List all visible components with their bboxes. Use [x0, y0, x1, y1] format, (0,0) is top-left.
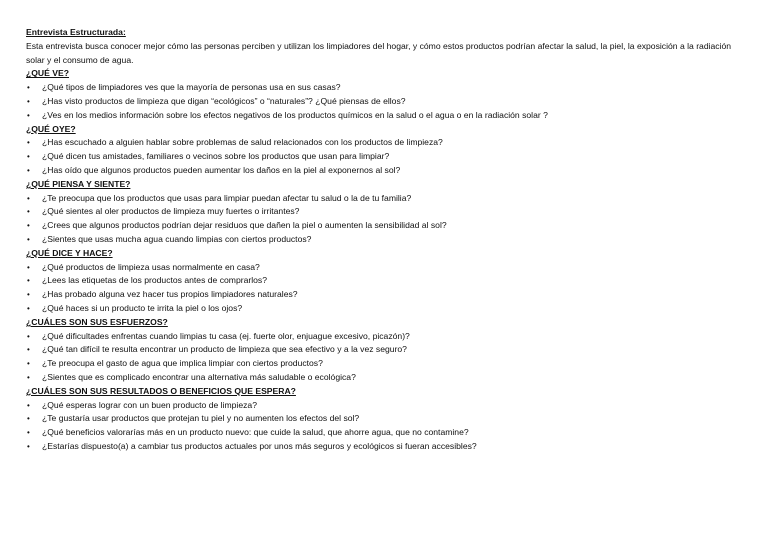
question-list	[26, 136, 742, 177]
question-text: ¿Qué tipos de limpiadores ves que la mayoría de personas usa en sus casas?	[42, 82, 341, 93]
question-item	[26, 440, 742, 454]
question-item	[26, 399, 742, 413]
question-item	[26, 109, 742, 123]
question-text: ¿Estarías dispuesto(a) a cambiar tus productos actuales por unos más seguros y ecológicos si fueran accesibles?	[42, 440, 477, 451]
document-title: Entrevista Estructurada:	[26, 27, 126, 37]
interview-section	[26, 67, 742, 122]
question-text: ¿Qué dicen tus amistades, familiares o vecinos sobre los productos que usan para limpiar?	[42, 151, 390, 162]
question-text: ¿Has escuchado a alguien hablar sobre problemas de salud relacionados con los productos de limpieza?	[42, 137, 443, 148]
interview-section	[26, 385, 742, 454]
bullet-icon: •	[27, 152, 30, 162]
bullet-icon: •	[27, 276, 30, 286]
question-item	[26, 192, 742, 206]
question-list	[26, 330, 742, 385]
question-text: ¿Te preocupa que los productos que usas para limpiar puedan afectar tu salud o la de tu familia?	[42, 192, 412, 203]
section-heading: ¿CUÁLES SON SUS RESULTADOS O BENEFICIOS QUE ESPERA?	[26, 385, 296, 396]
bullet-icon: •	[27, 400, 30, 410]
question-item	[26, 371, 742, 385]
interview-section	[26, 178, 742, 247]
document-page	[26, 26, 742, 454]
bullet-icon: •	[27, 331, 30, 341]
interview-section	[26, 316, 742, 385]
bullet-icon: •	[27, 110, 30, 120]
question-text: ¿Te gustaría usar productos que protejan tu piel y no aumenten los efectos del sol?	[42, 413, 360, 424]
question-item	[26, 164, 742, 178]
question-item	[26, 343, 742, 357]
question-item	[26, 357, 742, 371]
question-item	[26, 261, 742, 275]
question-text: ¿Ves en los medios información sobre los efectos negativos de los productos químicos en la salud o el agua o en la radiación solar ?	[42, 109, 548, 120]
bullet-icon: •	[27, 83, 30, 93]
bullet-icon: •	[27, 414, 30, 424]
bullet-icon: •	[27, 221, 30, 231]
question-item	[26, 81, 742, 95]
question-text: ¿Qué haces si un producto te irrita la piel o los ojos?	[42, 302, 243, 313]
question-item	[26, 205, 742, 219]
question-text: ¿Has visto productos de limpieza que digan “ecológicos” o “naturales”? ¿Qué piensas de ellos?	[42, 95, 406, 106]
question-text: ¿Qué tan difícil te resulta encontrar un producto de limpieza que sea efectivo y a la vez seguro?	[42, 344, 407, 355]
question-text: ¿Qué dificultades enfrentas cuando limpias tu casa (ej. fuerte olor, enjuague excesivo, picazón)?	[42, 330, 410, 341]
bullet-icon: •	[27, 303, 30, 313]
question-text: ¿Qué beneficios valorarías más en un producto nuevo: que cuide la salud, que ahorre agua, que no contamine?	[42, 427, 469, 438]
bullet-icon: •	[27, 441, 30, 451]
question-list	[26, 399, 742, 454]
section-heading: ¿CUÁLES SON SUS ESFUERZOS?	[26, 316, 168, 327]
section-heading: ¿QUÉ DICE Y HACE?	[26, 247, 113, 258]
question-list	[26, 81, 742, 122]
sections-container	[26, 67, 742, 453]
question-item	[26, 274, 742, 288]
section-heading: ¿QUÉ PIENSA Y SIENTE?	[26, 178, 131, 189]
bullet-icon: •	[27, 345, 30, 355]
interview-section	[26, 123, 742, 178]
bullet-icon: •	[27, 262, 30, 272]
question-item	[26, 302, 742, 316]
question-item	[26, 330, 742, 344]
question-text: ¿Lees las etiquetas de los productos antes de comprarlos?	[42, 275, 267, 286]
section-heading: ¿QUÉ VE?	[26, 68, 69, 79]
document-intro: Esta entrevista busca conocer mejor cómo las personas perciben y utilizan los limpiadores del hogar, y cómo estos productos podrían afectar la salud, la piel, la exposición a la radiación solar y el consumo de agua.	[26, 40, 732, 65]
question-text: ¿Qué productos de limpieza usas normalmente en casa?	[42, 261, 260, 272]
question-text: ¿Te preocupa el gasto de agua que implica limpiar con ciertos productos?	[42, 358, 323, 369]
question-item	[26, 95, 742, 109]
question-text: ¿Qué sientes al oler productos de limpieza muy fuertes o irritantes?	[42, 206, 300, 217]
question-item	[26, 288, 742, 302]
question-item	[26, 412, 742, 426]
question-item	[26, 150, 742, 164]
question-text: ¿Qué esperas lograr con un buen producto de limpieza?	[42, 399, 257, 410]
question-text: ¿Sientes que usas mucha agua cuando limpias con ciertos productos?	[42, 233, 312, 244]
question-text: ¿Crees que algunos productos podrían dejar residuos que dañen la piel o aumenten la sensibilidad al sol?	[42, 220, 447, 231]
bullet-icon: •	[27, 96, 30, 106]
bullet-icon: •	[27, 428, 30, 438]
question-text: ¿Has oído que algunos productos pueden aumentar los daños en la piel al exponernos al sol?	[42, 164, 401, 175]
question-text: ¿Sientes que es complicado encontrar una alternativa más saludable o ecológica?	[42, 371, 356, 382]
bullet-icon: •	[27, 359, 30, 369]
question-item	[26, 136, 742, 150]
bullet-icon: •	[27, 207, 30, 217]
question-text: ¿Has probado alguna vez hacer tus propios limpiadores naturales?	[42, 289, 298, 300]
interview-section	[26, 247, 742, 316]
question-item	[26, 426, 742, 440]
bullet-icon: •	[27, 193, 30, 203]
section-heading: ¿QUÉ OYE?	[26, 123, 76, 134]
question-list	[26, 261, 742, 316]
bullet-icon: •	[27, 290, 30, 300]
question-list	[26, 192, 742, 247]
question-item	[26, 233, 742, 247]
bullet-icon: •	[27, 165, 30, 175]
bullet-icon: •	[27, 234, 30, 244]
bullet-icon: •	[27, 138, 30, 148]
bullet-icon: •	[27, 372, 30, 382]
question-item	[26, 219, 742, 233]
